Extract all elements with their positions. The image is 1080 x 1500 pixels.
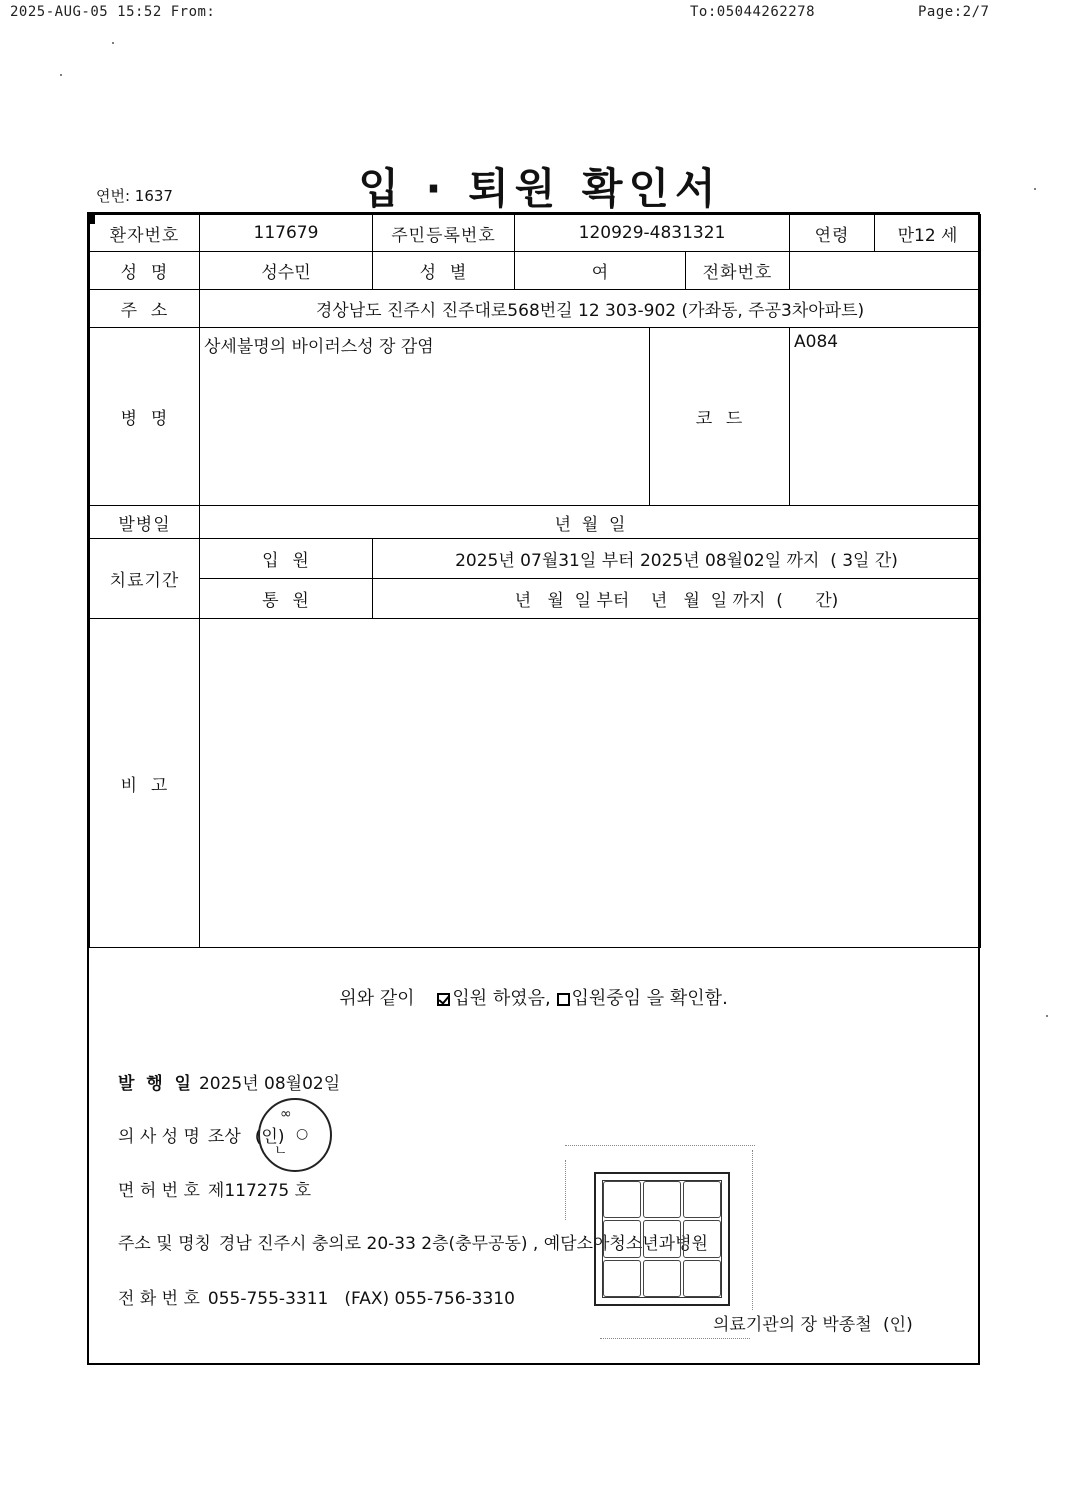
patient-info-table (89, 214, 981, 948)
scan-speck (1046, 1015, 1048, 1017)
confirmation-suffix: 을 확인함. (646, 988, 728, 1009)
institution-fax-value: (FAX) 055-756-3310 (344, 1289, 515, 1309)
issue-date-line (118, 1069, 340, 1094)
remarks-value (200, 619, 981, 948)
license-label: 면 허 번 호 (118, 1181, 200, 1201)
patient-id-label: 환자번호 (90, 215, 200, 252)
remarks-label: 비 고 (90, 619, 200, 948)
institution-address-value: 경남 진주시 충의로 20-33 2층(충무공동) , (218, 1234, 539, 1254)
code-value: A084 (790, 328, 981, 506)
sex-value: 여 (515, 252, 686, 290)
outpatient-period: 년 월 일 부터 년 월 일 까지 ( 간) (373, 579, 981, 619)
head-name: 박종철 (822, 1315, 872, 1335)
head-of-institution-line (713, 1310, 913, 1335)
option-admitted: 입원 하였음, (452, 988, 551, 1009)
sex-label: 성 별 (373, 252, 515, 290)
onset-label: 발병일 (90, 506, 200, 539)
head-seal-mark: (인) (883, 1315, 913, 1335)
scan-speck (60, 74, 62, 76)
doctor-seal-mark: (인) (254, 1127, 285, 1147)
confirmation-prefix: 위와 같이 (339, 988, 415, 1009)
phone-label: 전화번호 (686, 252, 790, 290)
seal-glyph-grid (602, 1180, 722, 1298)
institution-phone-value: 055-755-3311 (207, 1289, 329, 1309)
confirmation-statement (89, 984, 978, 1010)
serial-number: 연번: 1637 (96, 187, 173, 205)
doctor-seal-stamp: ∞ ○ ㄴ (258, 1098, 332, 1172)
institution-phone-label: 전 화 번 호 (118, 1289, 200, 1309)
rrn-label: 주민등록번호 (373, 215, 515, 252)
diagnosis-label: 병 명 (90, 328, 200, 506)
checkbox-inpatient-unchecked-icon (557, 993, 570, 1006)
name-label: 성 명 (90, 252, 200, 290)
inpatient-label: 입 원 (200, 539, 373, 579)
checkbox-admitted-checked-icon (437, 993, 450, 1006)
address-label: 주 소 (90, 290, 200, 328)
diagnosis-value: 상세불명의 바이러스성 장 감염 (200, 328, 650, 506)
institution-address-label: 주소 및 명칭 (118, 1234, 211, 1254)
name-value: 성수민 (200, 252, 373, 290)
license-line (118, 1176, 311, 1201)
hospital-name: 예담소아청소년과병원 (543, 1234, 708, 1254)
issue-date-value: 2025년 08월02일 (198, 1074, 341, 1094)
hospital-seal-stamp (594, 1172, 730, 1306)
stamp-border-left (565, 1160, 566, 1220)
institution-phone-line (118, 1284, 515, 1309)
fax-datetime: 2025-AUG-05 15:52 From: (10, 4, 216, 20)
age-value: 만12 세 (875, 215, 981, 252)
fax-recipient: To:05044262278 (690, 4, 816, 20)
treatment-period-label: 치료기간 (90, 539, 200, 619)
inpatient-period: 2025년 07월31일 부터 2025년 08월02일 까지 ( 3일 간) (373, 539, 981, 579)
code-label: 코 드 (650, 328, 790, 506)
certification-section (89, 948, 978, 1363)
stamp-border-right (752, 1150, 753, 1310)
license-value: 제117275 호 (207, 1181, 312, 1201)
patient-id-value: 117679 (200, 215, 373, 252)
rrn-value: 120929-4831321 (515, 215, 790, 252)
age-label: 연령 (790, 215, 875, 252)
onset-value: 년 월 일 (200, 506, 981, 539)
scan-speck (112, 42, 114, 44)
head-label: 의료기관의 장 (713, 1315, 817, 1335)
outpatient-label: 통 원 (200, 579, 373, 619)
doctor-name-label: 의 사 성 명 (118, 1127, 200, 1147)
doctor-name-value: 조상 (207, 1127, 241, 1147)
stamp-border-top (565, 1145, 755, 1146)
option-inpatient: 입원중임 (571, 988, 642, 1009)
fax-page-number: Page:2/7 (918, 4, 990, 20)
address-value: 경상남도 진주시 진주대로568번길 12 303-902 (가좌동, 주공3차아파트) (200, 290, 981, 328)
issue-date-label: 발 행 일 (118, 1074, 191, 1094)
document-title: 입 · 퇴원 확인서 (358, 164, 722, 214)
phone-value (790, 252, 981, 290)
stamp-border-bottom (600, 1338, 750, 1339)
